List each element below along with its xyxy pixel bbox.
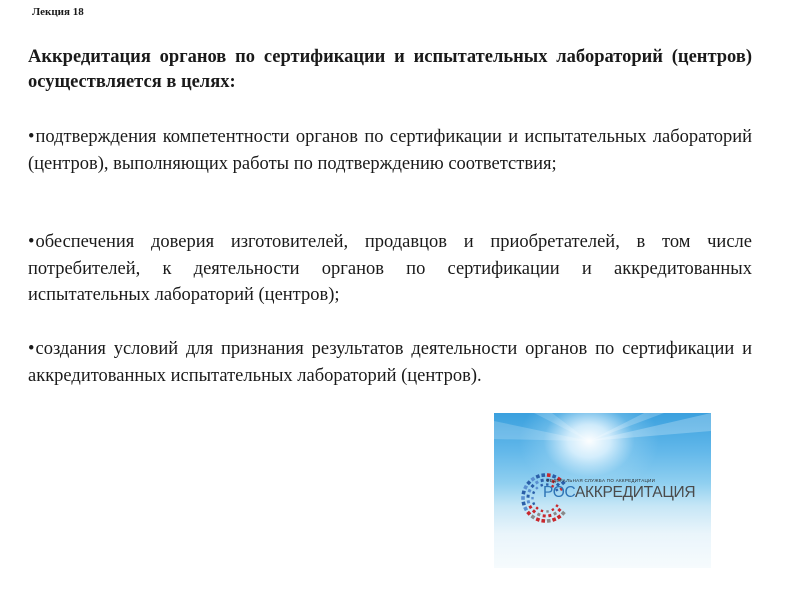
bullet-marker: •	[28, 339, 35, 359]
ring-segment	[528, 489, 532, 493]
ring-segment	[557, 514, 562, 519]
ring-segment	[526, 495, 529, 498]
ring-segment	[540, 509, 543, 512]
ring-segment	[531, 497, 533, 499]
bullet-item-3	[28, 336, 752, 389]
ring-segment	[547, 473, 551, 477]
logo-ros-part: РОС	[543, 484, 576, 501]
ring-segment	[530, 484, 534, 488]
ring-segment	[521, 501, 525, 505]
ring-segment	[527, 500, 531, 504]
ring-segment	[526, 480, 531, 485]
ring-segment	[552, 517, 557, 522]
ring-segment	[548, 514, 552, 518]
ring-segment	[523, 506, 528, 511]
ring-segment	[553, 511, 557, 515]
ring-segment	[536, 474, 541, 479]
rosaccreditation-logo-image	[494, 413, 711, 568]
ring-segment	[536, 517, 541, 522]
light-rays	[494, 413, 711, 441]
ring-segment	[528, 505, 532, 509]
ring-segment	[532, 509, 536, 513]
bullet-text-2: обеспечения доверия изготовителей, продавцов и приобретателей, в том числе потребителей, к деятельности органов по сертификации и аккредитованных испытательных лабораторий (центров);	[28, 232, 752, 305]
ring-segment	[532, 502, 535, 505]
ring-segment	[537, 513, 541, 517]
ring-segment	[555, 504, 558, 507]
bullet-item-1	[28, 124, 752, 177]
ring-segment	[543, 514, 546, 517]
logo-agency-line: ФЕДЕРАЛЬНАЯ СЛУЖБА ПО АККРЕДИТАЦИИ	[546, 478, 656, 483]
lecture-label: Лекция 18	[32, 6, 84, 18]
bullet-text-3: создания условий для признания результатов деятельности органов по сертификации и аккредитованных испытательных лабораторий (центров).	[28, 339, 752, 386]
ring-segment	[530, 514, 535, 519]
ring-segment	[526, 511, 531, 516]
ring-segment	[532, 491, 535, 494]
ring-segment	[521, 496, 525, 500]
ring-segment	[540, 479, 544, 483]
bullet-marker: •	[28, 232, 35, 252]
ring-segment	[551, 508, 554, 511]
ring-segment	[547, 519, 551, 523]
slide-title: Аккредитация органов по сертификации и испытательных лабораторий (центров) осуществляется в целях:	[28, 47, 752, 92]
ring-segment	[530, 477, 535, 482]
ring-segment	[561, 511, 566, 516]
bullet-marker: •	[28, 127, 35, 147]
ring-segment	[535, 486, 538, 489]
logo-akkreditaciya-part: АККРЕДИТАЦИЯ	[575, 484, 696, 501]
ring-segment	[523, 485, 528, 490]
ring-segment	[546, 510, 549, 513]
ring-segment	[541, 519, 545, 523]
ring-segment	[535, 480, 539, 484]
ring-segment	[521, 490, 525, 494]
logo-wordmark	[543, 484, 695, 502]
ring-segment	[535, 506, 538, 509]
bullet-text-1: подтверждения компетентности органов по сертификации и испытательных лабораторий (центров), выполняющих работы по подтверждению соответствия;	[28, 127, 752, 174]
ring-segment	[541, 473, 545, 477]
bullet-item-2	[28, 229, 752, 309]
ring-segment	[557, 508, 561, 512]
